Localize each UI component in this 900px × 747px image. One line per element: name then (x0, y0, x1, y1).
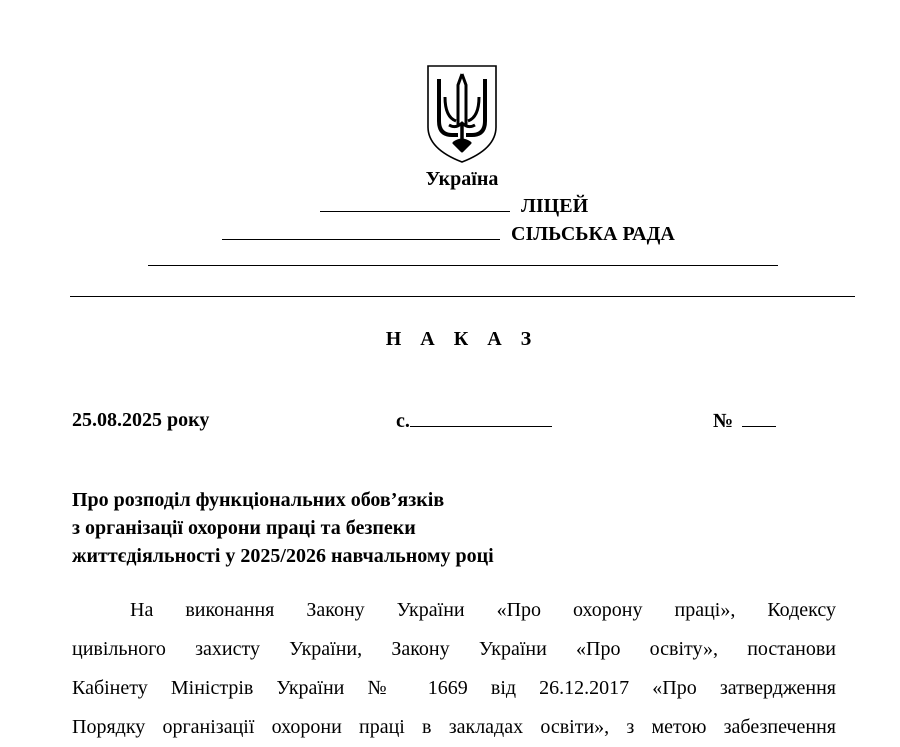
school-line (320, 194, 588, 218)
order-number (713, 409, 776, 433)
order-heading: Н А К А З (385, 328, 539, 350)
body-line: Кабінету Міністрів України № 1669 від 26.12.2017 «Про затвердження (72, 677, 836, 699)
place-prefix: с. (396, 410, 410, 432)
order-date: 25.08.2025 року (72, 409, 210, 431)
order-body (72, 591, 836, 747)
number-blank (742, 409, 776, 427)
trident-coat-of-arms-icon (425, 63, 499, 165)
order-subject (72, 486, 494, 570)
subject-line: Про розподіл функціональних обов’язків (72, 489, 445, 511)
council-name-blank (222, 222, 500, 240)
subject-line: життєдіяльності у 2025/2026 навчальному році (72, 545, 494, 567)
body-line: цивільного захисту України, Закону України «Про освіту», постанови (72, 638, 836, 660)
school-type: ЛІЦЕЙ (521, 195, 589, 217)
body-line: Порядку організації охорони праці в закладах освіти», з метою забезпечення (72, 716, 836, 738)
body-line: На виконання Закону України «Про охорону праці», Кодексу (130, 599, 836, 621)
subject-line: з організації охорони праці та безпеки (72, 517, 416, 539)
council-line (222, 222, 675, 246)
number-prefix: № (713, 410, 734, 432)
order-place (396, 409, 552, 433)
school-name-blank (320, 194, 510, 212)
header-divider (70, 296, 855, 297)
country-name: Україна (425, 168, 499, 190)
place-blank (410, 409, 552, 427)
council-type: СІЛЬСЬКА РАДА (511, 223, 675, 245)
address-blank-line (148, 265, 778, 266)
